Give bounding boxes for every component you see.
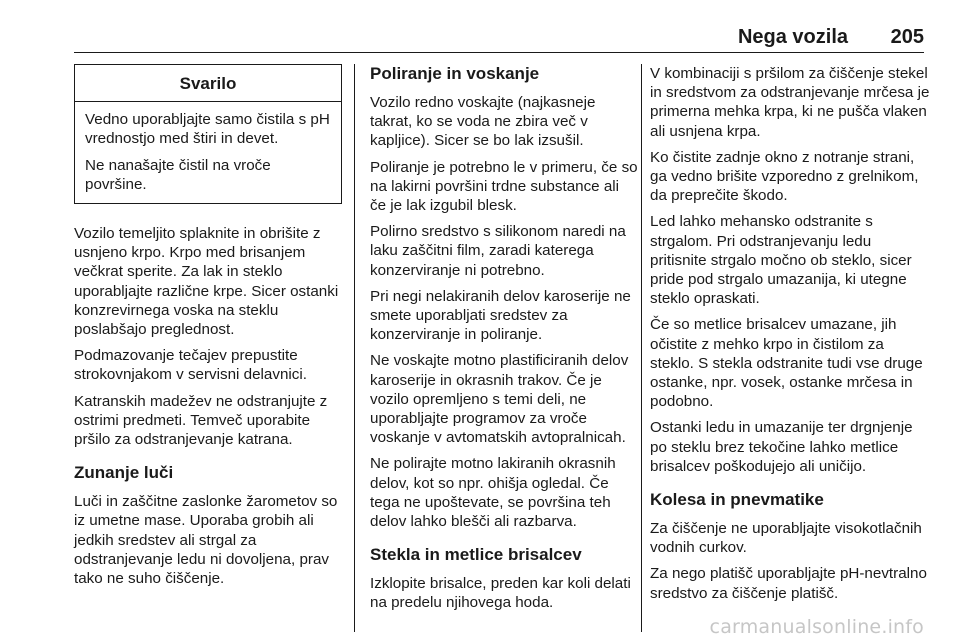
column-1 — [74, 64, 342, 595]
watermark: carmanualsonline.info — [709, 616, 924, 638]
heading-exterior-lights: Zunanje luči — [74, 463, 174, 483]
body-paragraph: Ne polirajte motno lakiranih okrasnih delov, kot so npr. ohišja ogledal. Če tega ne upoštevate, se površina teh delov lahko blešči ali razbarva. — [370, 455, 616, 531]
column-3 — [650, 64, 930, 610]
warning-paragraph: Vedno uporabljajte samo čistila s pH vrednostjo med štiri in devet. — [85, 111, 330, 148]
body-paragraph: Ostanki ledu in umazanije ter drgnjenje po steklu brez tekočine lahko metlice brisalcev poškodujejo ali uničijo. — [650, 419, 913, 475]
heading-wheels-tyres: Kolesa in pnevmatike — [650, 490, 824, 510]
column-divider-1 — [354, 64, 355, 632]
body-paragraph: Luči in zaščitne zaslonke žarometov so iz umetne mase. Uporaba grobih ali jedkih sredstev ali strgal za odstranjevanje ledu ni dovoljena, prav tako ne suho čiščenje. — [74, 493, 338, 588]
column-2 — [370, 64, 638, 620]
warning-body — [75, 102, 341, 203]
body-paragraph: Ne voskajte motno plastificiranih delov karoserije in okrasnih trakov. Če je vozilo opremljeno s temi deli, ne uporabljajte programov za vroče voskanje v avtomatskih avtopralnicah. — [370, 352, 629, 447]
body-paragraph: Vozilo redno voskajte (najkasneje takrat, ko se voda ne zbira več v kapljice). Sicer se bo lak izsušil. — [370, 94, 596, 150]
body-paragraph: Za nego platišč uporabljajte pH-nevtralno sredstvo za čiščenje platišč. — [650, 565, 927, 602]
heading-polishing: Poliranje in voskanje — [370, 64, 540, 83]
section-title: Nega vozila — [737, 26, 848, 48]
page-header — [74, 22, 924, 53]
column-divider-2 — [641, 64, 642, 632]
body-paragraph: Izklopite brisalce, preden kar koli delati na predelu njihovega hoda. — [370, 575, 631, 612]
body-paragraph: Katranskih madežev ne odstranjujte z ostrimi predmeti. Temveč uporabite pršilo za odstranjevanje katrana. — [74, 392, 328, 449]
body-paragraph: Poliranje je potrebno le v primeru, če so na lakirni površini trdne substance ali če je lak izgubil blesk. — [370, 158, 638, 215]
body-paragraph: V kombinaciji s pršilom za čiščenje stekel in sredstvom za odstranjevanje mrčesa je primerna mehka krpa, ki ne pušča vlaken ali usnjena krpa. — [650, 65, 930, 140]
heading-glass-wipers: Stekla in metlice brisalcev — [370, 545, 582, 565]
body-paragraph: Polirno sredstvo s silikonom naredi na laku zaščitni film, zaradi katerega konzerviranje ni potrebno. — [370, 223, 626, 279]
body-paragraph: Pri negi nelakiranih delov karoserije ne smete uporabljati sredstev za konzerviranje in poliranje. — [370, 287, 631, 344]
warning-paragraph: Ne nanašajte čistil na vroče površine. — [85, 156, 271, 193]
body-paragraph: Za čiščenje ne uporabljajte visokotlačnih vodnih curkov. — [650, 520, 922, 557]
warning-box — [74, 64, 342, 204]
body-paragraph: Podmazovanje tečajev prepustite strokovnjakom v servisni delavnici. — [74, 347, 307, 384]
body-paragraph: Če so metlice brisalcev umazane, jih očistite z mehko krpo in čistilom za steklo. S stekla odstranite tudi vse druge ostanke, npr. vosek, ostanke mrčesa in podobno. — [650, 316, 923, 411]
body-paragraph: Vozilo temeljito splaknite in obrišite z usnjeno krpo. Krpo med brisanjem večkrat sperite. Za lak in steklo uporabljajte različne krpe. Sicer ostanki konzrevirnega voska na steklu poslabšajo preglednost. — [74, 225, 339, 339]
warning-title: Svarilo — [75, 65, 341, 102]
page-number: 205 — [890, 26, 924, 48]
body-paragraph: Led lahko mehansko odstranite s strgalom. Pri odstranjevanju ledu pritisnite strgalo močno ob steklo, sicer pride pod strgalo umazanija, ki utegne steklo opraskati. — [650, 213, 912, 308]
body-paragraph: Ko čistite zadnje okno z notranje strani, ga vedno brišite vzporedno z grelnikom, da preprečite škodo. — [650, 148, 919, 205]
